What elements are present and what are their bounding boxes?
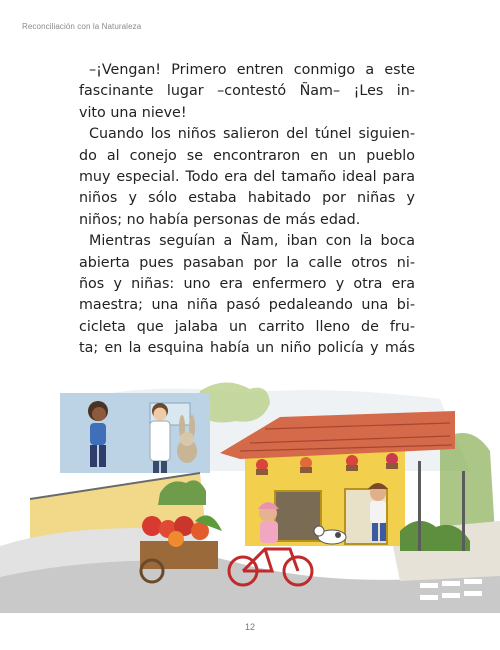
town-street-illustration: [0, 381, 500, 613]
house-window: [275, 491, 321, 541]
text-line: niños; no había personas de más edad.: [79, 211, 361, 228]
text-line: abierta pues pasaban por la calle otros ni-: [79, 254, 415, 271]
text-line: niños y sólo estaba habitado por niñas y: [79, 190, 415, 207]
text-line: muy especial. Todo era del tamaño ideal para: [79, 169, 415, 186]
text-line: ños y niñas: uno era enfermero y otra era: [79, 276, 415, 293]
text-line: cicleta que jalaba un carrito lleno de fru-: [79, 318, 415, 335]
text-line: fascinante lugar –contestó Ñam– ¡Les in-: [79, 83, 415, 100]
running-header: Reconciliación con la Naturaleza: [22, 22, 142, 31]
page-number: 12: [244, 622, 255, 632]
text-line: –¡Vengan! Primero entren conmigo a este: [89, 62, 415, 78]
text-line: ta; en la esquina había un niño policía y más: [79, 340, 415, 357]
text-line: Mientras seguían a Ñam, iban con la boca: [89, 233, 415, 250]
lamp-post-2: [462, 471, 465, 551]
text-line: Cuando los niños salieron del túnel siguien-: [89, 126, 415, 143]
text-line: maestra; una niña pasó pedaleando una bi-: [79, 297, 415, 314]
body-text: [79, 60, 415, 360]
text-line: do al conejo se encontraron en un pueblo: [79, 147, 415, 164]
lamp-post: [418, 461, 421, 551]
text-line: vito una nieve!: [79, 104, 187, 121]
